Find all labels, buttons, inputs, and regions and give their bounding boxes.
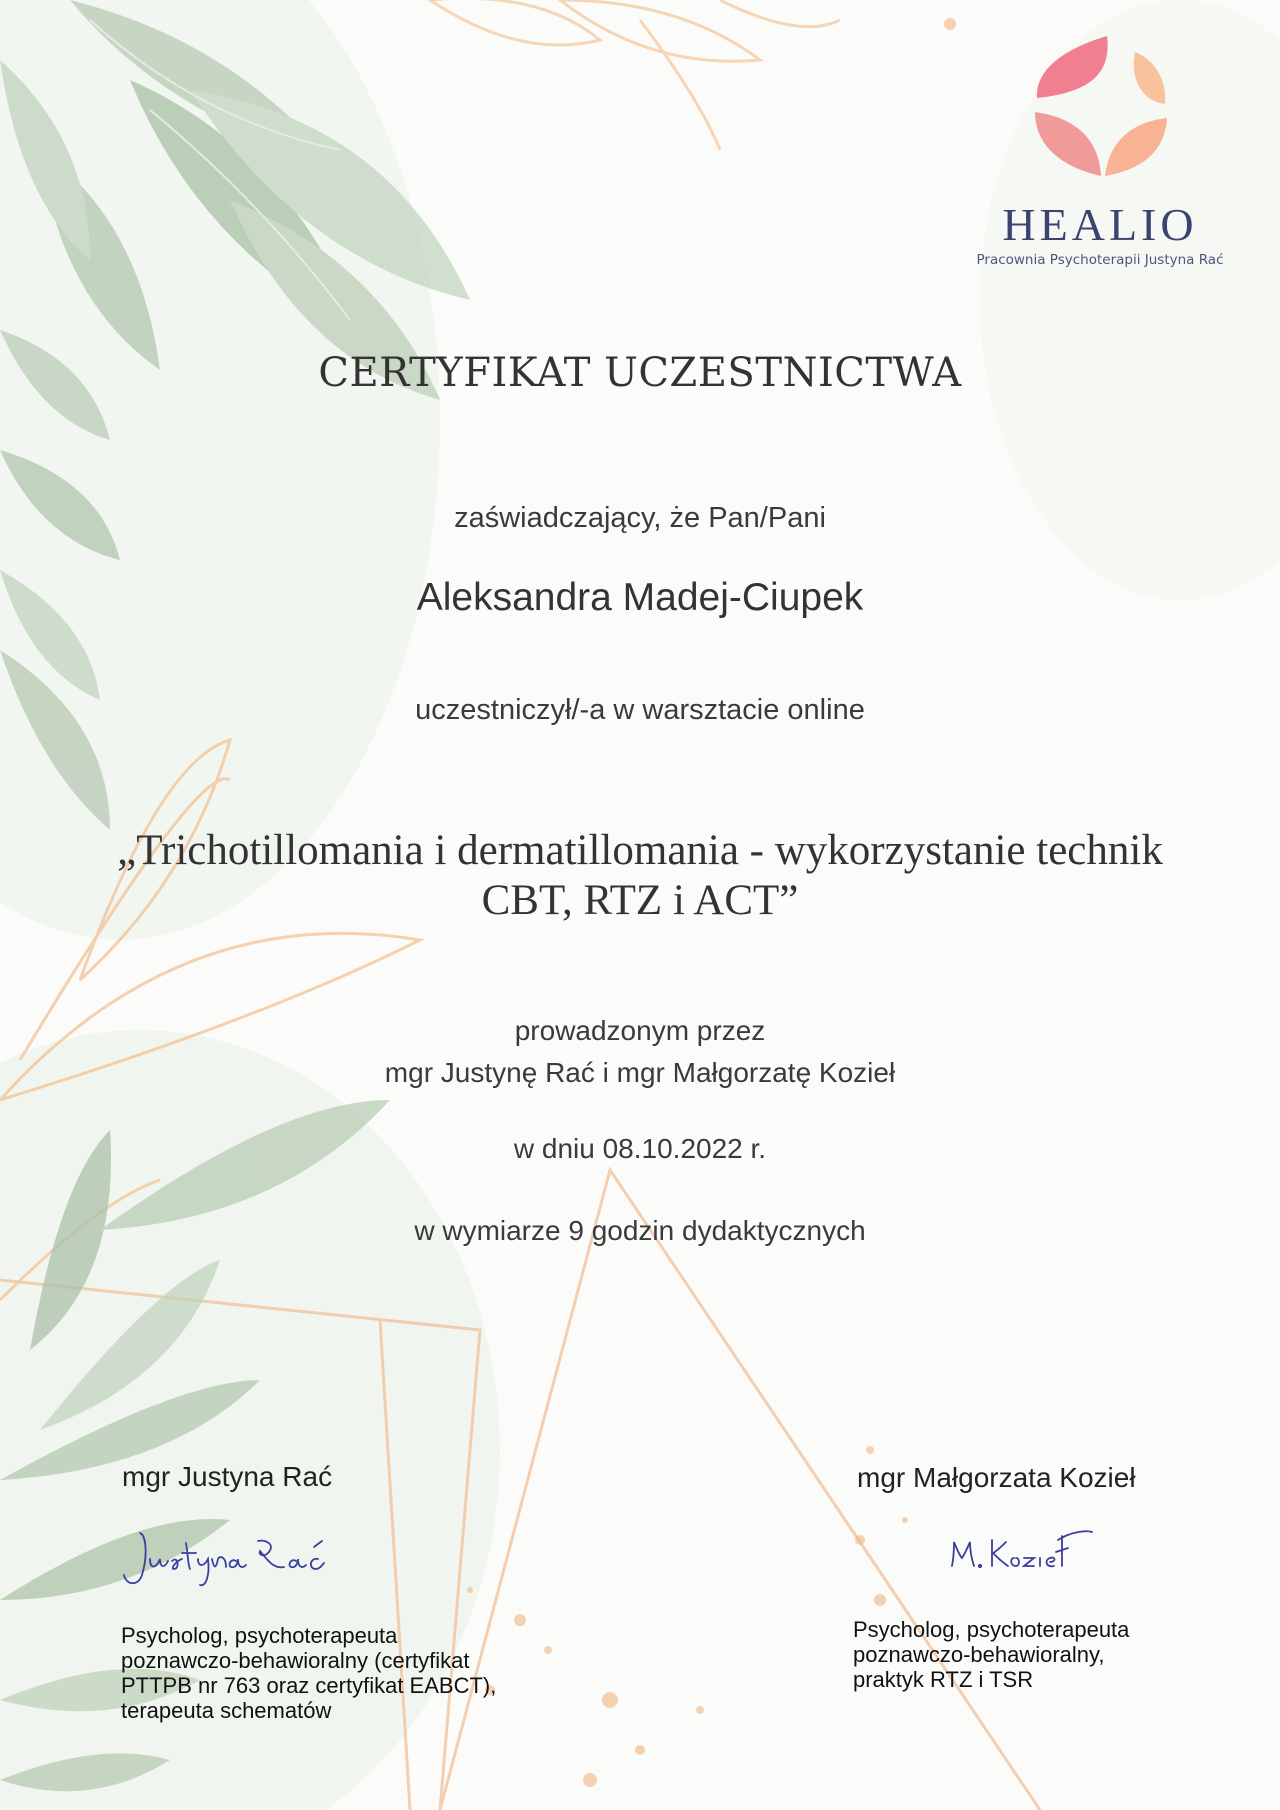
participation-text: uczestniczył/-a w warsztacie online: [415, 694, 865, 726]
signatory-1-name: mgr Justyna Rać: [122, 1461, 333, 1492]
hours-text: w wymiarze 9 godzin dydaktycznych: [414, 1215, 866, 1246]
workshop-title-line-2: CBT, RTZ i ACT”: [481, 877, 799, 924]
date-text: w dniu 08.10.2022 r.: [513, 1133, 767, 1164]
healio-logo-mark: [1025, 30, 1175, 190]
signatory-1-description-line: terapeuta schematów: [121, 1698, 332, 1723]
signatory-2-description-line: Psycholog, psychoterapeuta: [853, 1617, 1130, 1642]
signatory-1-description: [121, 1623, 496, 1723]
certificate-title: CERTYFIKAT UCZESTNICTWA: [318, 350, 962, 396]
logo-tagline: Pracownia Psychoterapii Justyna Rać: [976, 252, 1224, 268]
signatory-2-name: mgr Małgorzata Kozieł: [857, 1462, 1136, 1493]
signatory-1-description-line: Psycholog, psychoterapeuta: [121, 1623, 398, 1648]
led-by: [0, 1010, 1280, 1094]
participant-name: Aleksandra Madej-Ciupek: [416, 576, 864, 619]
signatory-2-description: [853, 1617, 1129, 1692]
led-by-line-2: mgr Justynę Rać i mgr Małgorzatę Kozieł: [384, 1057, 896, 1088]
signatory-2-description-line: praktyk RTZ i TSR: [853, 1667, 1034, 1692]
workshop-title: [0, 826, 1280, 926]
led-by-line-1: prowadzonym przez: [514, 1015, 766, 1046]
signatory-2-signature: [940, 1522, 1100, 1582]
signatory-1-description-line: PTTPB nr 763 oraz certyfikat EABCT),: [121, 1673, 497, 1698]
signatory-2-description-line: poznawczo-behawioralny,: [853, 1642, 1105, 1667]
signatory-1-description-line: poznawczo-behawioralny (certyfikat: [121, 1648, 470, 1673]
intro-text: zaświadczający, że Pan/Pani: [454, 502, 826, 534]
logo-name: HEALIO: [1002, 199, 1198, 250]
workshop-title-line-1: „Trichotillomania i dermatillomania - wykorzystanie technik: [117, 827, 1163, 874]
healio-logo: [970, 30, 1230, 268]
signatory-1-signature: [118, 1525, 348, 1595]
